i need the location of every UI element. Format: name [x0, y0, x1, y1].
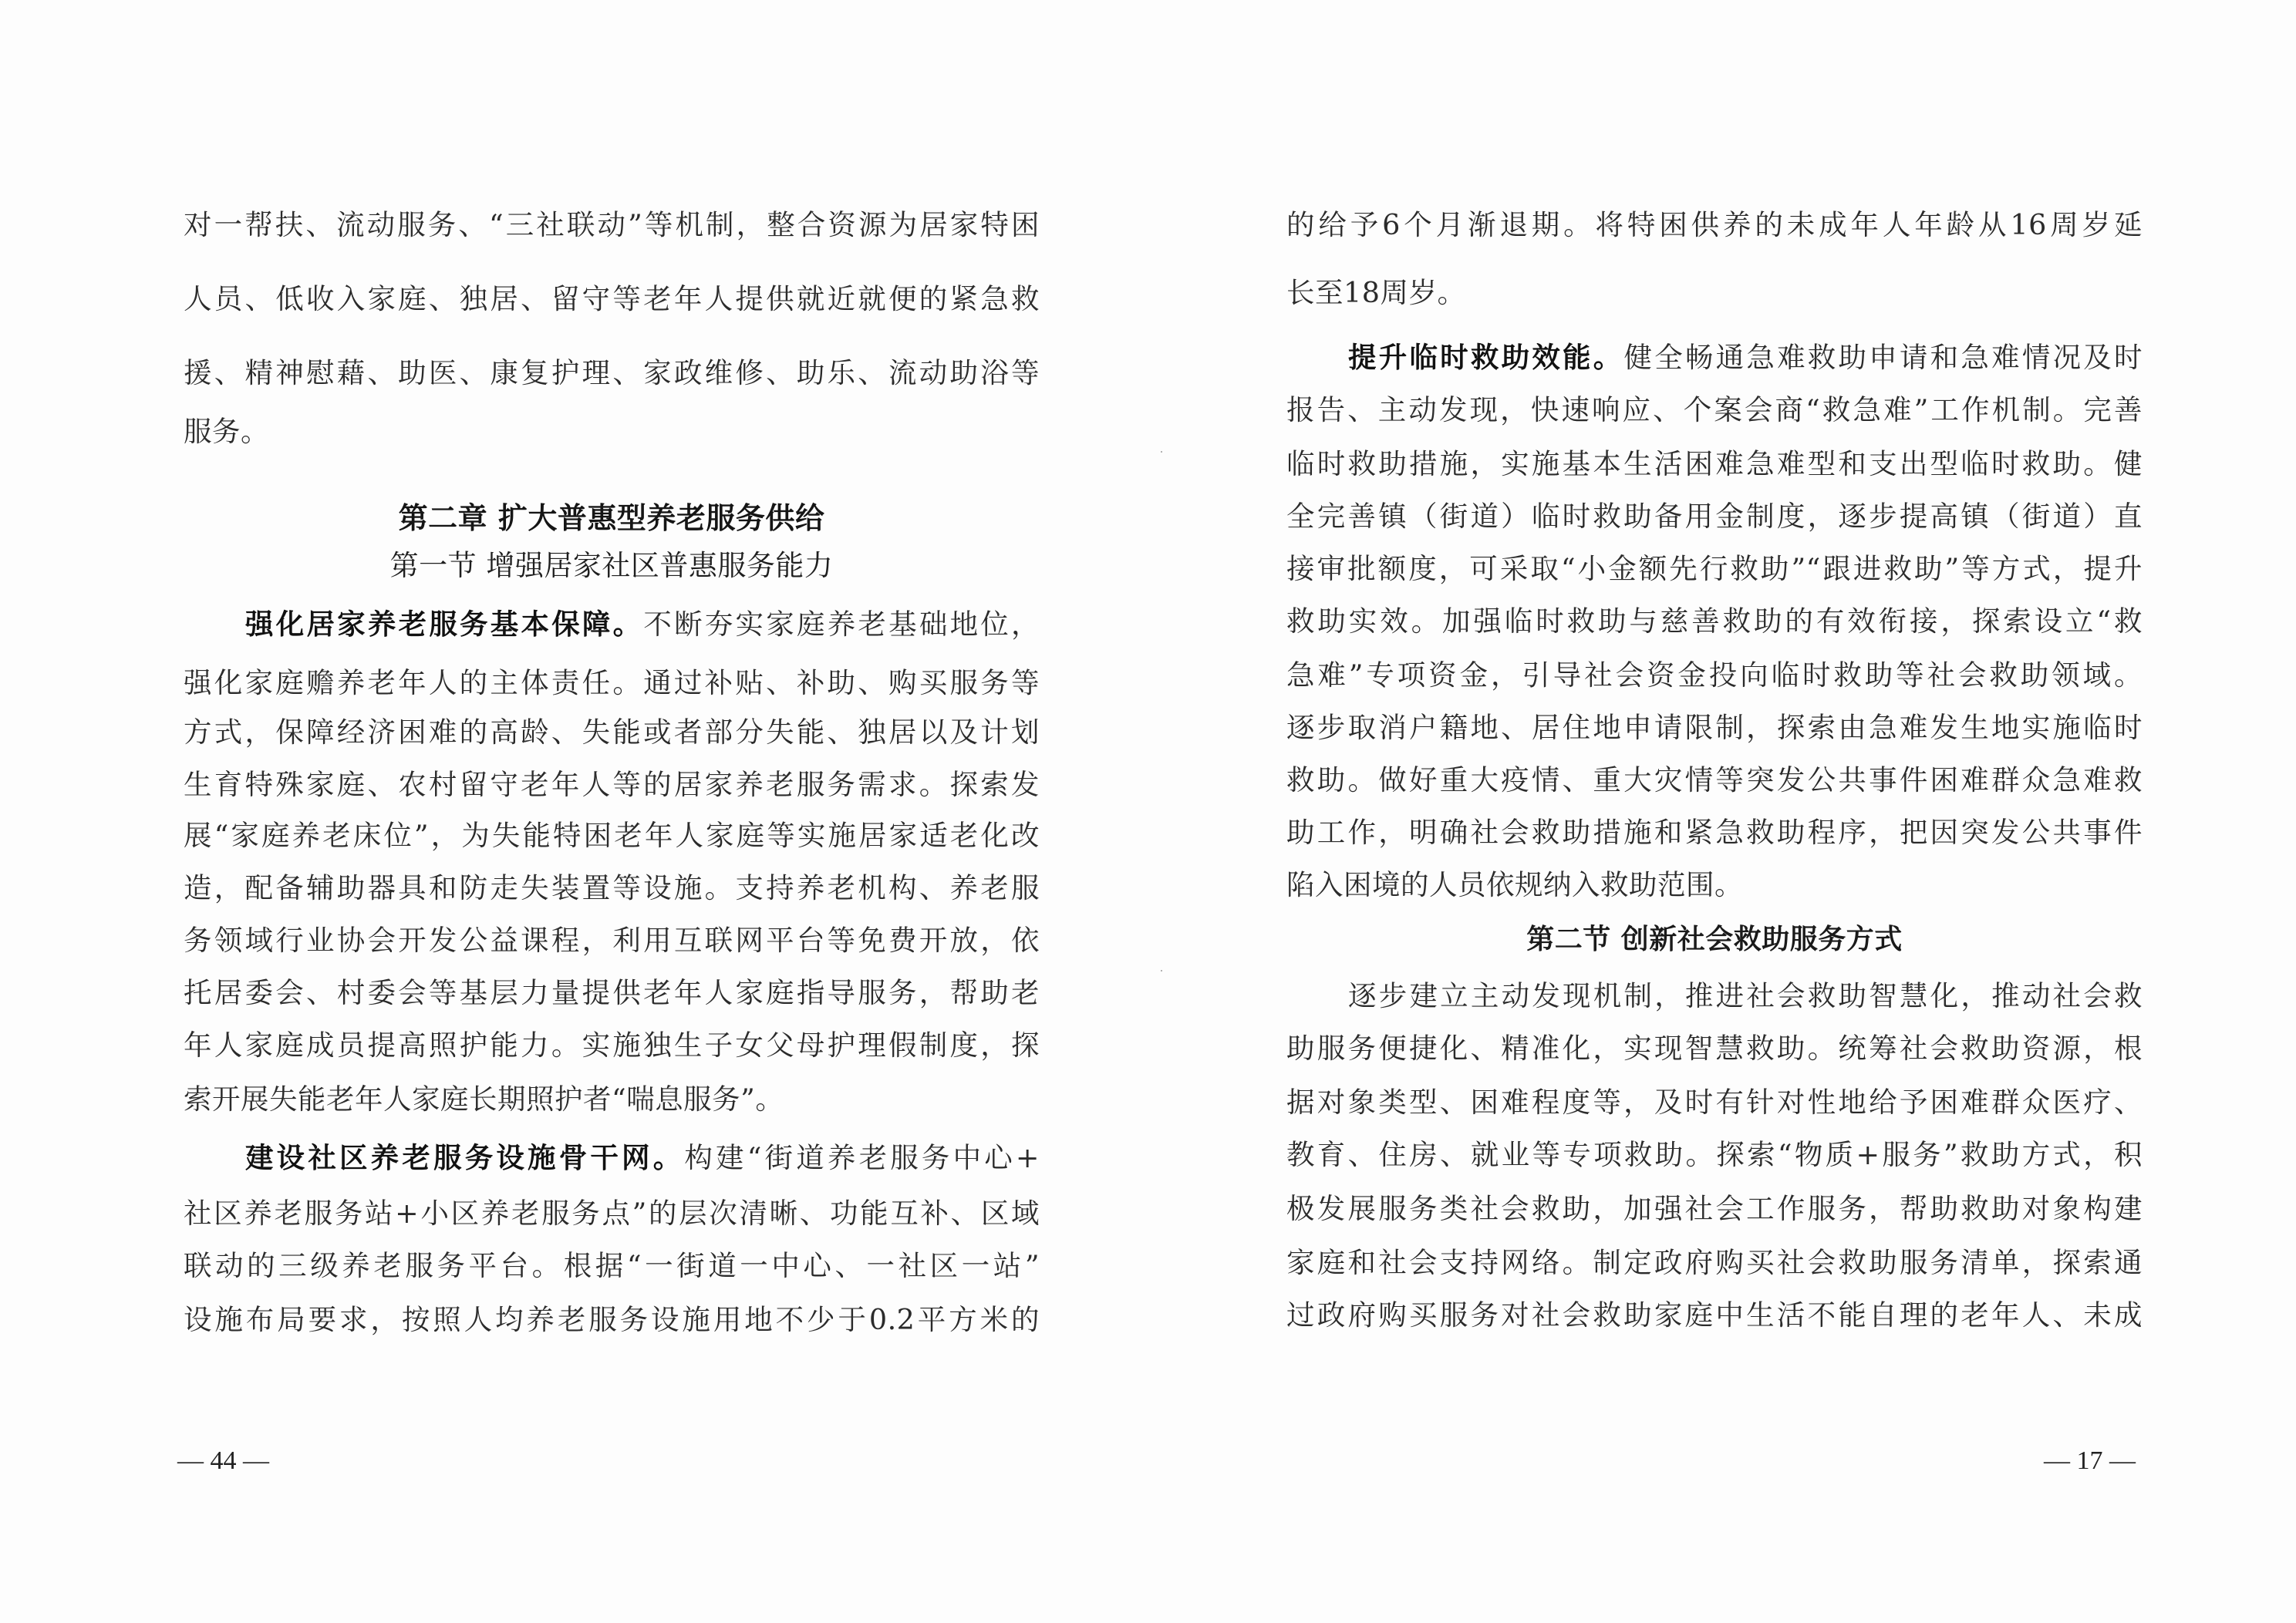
text-line: 生育特殊家庭、农村留守老年人等的居家养老服务需求。探索发: [184, 768, 1040, 801]
text-line: 强化家庭赡养老年人的主体责任。通过补贴、补助、购买服务等: [184, 666, 1040, 699]
scan-speck: [1161, 970, 1162, 971]
text-line: 教育、住房、就业等专项救助。探索“物质+服务”救助方式，积: [1286, 1138, 2143, 1171]
text-line: 方式，保障经济困难的高龄、失能或者部分失能、独居以及计划: [184, 716, 1040, 749]
text-line: 家庭和社会支持网络。制定政府购买社会救助服务清单，探索通: [1286, 1246, 2143, 1279]
text-line: 设施布局要求，按照人均养老服务设施用地不少于0.2平方米的: [184, 1303, 1040, 1336]
paragraph-first-line: [184, 1135, 1040, 1181]
scan-speck: [1161, 451, 1162, 453]
text-line: 人员、低收入家庭、独居、留守等老年人提供就近就便的紧急救: [184, 282, 1040, 315]
section-heading: 第一节 增强居家社区普惠服务能力: [389, 549, 834, 582]
text-line: 社区养老服务站+小区养老服务点”的层次清晰、功能互补、区域: [184, 1197, 1040, 1230]
text-line: 极发展服务类社会救助，加强社会工作服务，帮助救助对象构建: [1286, 1192, 2143, 1225]
text-line: 服务。: [184, 415, 269, 448]
text-line: 对一帮扶、流动服务、“三社联动”等机制，整合资源为居家特困: [184, 208, 1040, 241]
text-line: 助工作，明确社会救助措施和紧急救助程序，把因突发公共事件: [1286, 816, 2143, 849]
paragraph-first-line: [184, 601, 1040, 648]
text-line: 展“家庭养老床位”，为失能特困老年人家庭等实施居家适老化改: [184, 819, 1040, 852]
text-line: 接审批额度，可采取“小金额先行救助”“跟进救助”等方式，提升: [1286, 552, 2143, 585]
paragraph-text: 构建“街道养老服务中心+: [684, 1141, 1040, 1174]
text-line: 临时救助措施，实施基本生活困难急难型和支出型临时救助。健: [1286, 447, 2143, 480]
paragraph-text: 不断夯实家庭养老基础地位，: [643, 608, 1040, 641]
chapter-heading: 第二章 扩大普惠型养老服务供给: [398, 501, 825, 535]
text-line: 务领域行业协会开发公益课程，利用互联网平台等免费开放，依: [184, 924, 1040, 957]
page-number: — 17 —: [2044, 1446, 2136, 1475]
paragraph-lead-in: 提升临时救助效能。: [1348, 341, 1624, 374]
text-line: 全完善镇（街道）临时救助备用金制度，逐步提高镇（街道）直: [1286, 500, 2143, 533]
text-line: 托居委会、村委会等基层力量提供老年人家庭指导服务，帮助老: [184, 976, 1040, 1009]
section-heading: 第二节 创新社会救助服务方式: [1526, 923, 1903, 955]
text-line: 年人家庭成员提高照护能力。实施独生子女父母护理假制度，探: [184, 1029, 1040, 1062]
paragraph-lead-in: 强化居家养老服务基本保障。: [245, 608, 644, 641]
text-line: 陷入困境的人员依规纳入救助范围。: [1286, 868, 1743, 901]
text-line: 联动的三级养老服务平台。根据“一街道一中心、一社区一站”: [184, 1249, 1040, 1282]
text-line: 急难”专项资金，引导社会资金投向临时救助等社会救助领域。: [1286, 658, 2143, 692]
text-line: 逐步取消户籍地、居住地申请限制，探索由急难发生地实施临时: [1286, 711, 2143, 744]
paragraph-text: 健全畅通急难救助申请和急难情况及时: [1623, 341, 2143, 374]
text-line: 救助。做好重大疫情、重大灾情等突发公共事件困难群众急难救: [1286, 763, 2143, 796]
text-line: 的给予6个月渐退期。将特困供养的未成年人年龄从16周岁延: [1286, 208, 2143, 241]
text-line: 索开展失能老年人家庭长期照护者“喘息服务”。: [184, 1083, 784, 1116]
text-line: 救助实效。加强临时救助与慈善救助的有效衔接，探索设立“救: [1286, 604, 2143, 638]
text-line: 报告、主动发现，快速响应、个案会商“救急难”工作机制。完善: [1286, 393, 2143, 426]
text-line: 造，配备辅助器具和防走失装置等设施。支持养老机构、养老服: [184, 871, 1040, 904]
page-number: — 44 —: [177, 1446, 269, 1475]
text-line: 长至18周岁。: [1286, 276, 1466, 309]
text-line: 过政府购买服务对社会救助家庭中生活不能自理的老年人、未成: [1286, 1298, 2143, 1332]
paragraph-first-line: 逐步建立主动发现机制，推进社会救助智慧化，推动社会救: [1348, 979, 2143, 1012]
paragraph-lead-in: 建设社区养老服务设施骨干网。: [245, 1141, 685, 1174]
text-line: 援、精神慰藉、助医、康复护理、家政维修、助乐、流动助浴等: [184, 356, 1040, 389]
paragraph-first-line: [1286, 335, 2143, 381]
text-line: 助服务便捷化、精准化，实现智慧救助。统筹社会救助资源，根: [1286, 1032, 2143, 1065]
text-line: 据对象类型、困难程度等，及时有针对性地给予困难群众医疗、: [1286, 1086, 2143, 1119]
